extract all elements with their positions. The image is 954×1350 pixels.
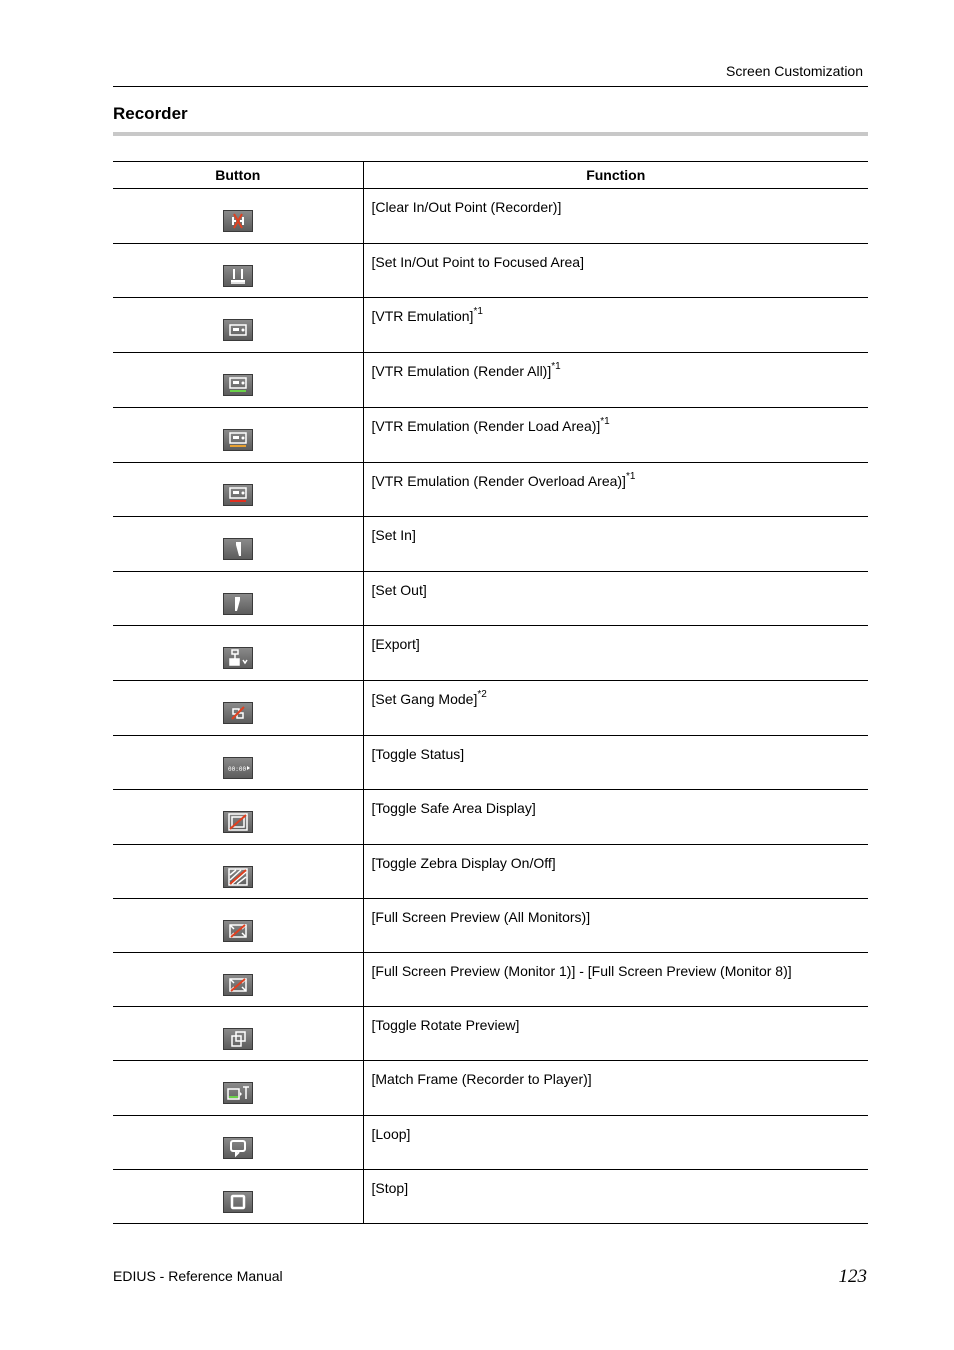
column-header-function: Function — [363, 162, 868, 189]
function-label: [VTR Emulation (Render Load Area)] — [371, 418, 601, 434]
table-row — [113, 736, 868, 790]
function-label: [Toggle Status] — [371, 746, 465, 762]
clear-in-out-icon — [223, 210, 253, 232]
footnote-ref: *1 — [473, 306, 483, 318]
table-row — [113, 408, 868, 463]
vtr-emulation-render-all-icon — [223, 374, 253, 396]
footnote-ref: *2 — [477, 689, 487, 701]
export-icon — [223, 647, 253, 669]
table-row — [113, 1170, 868, 1224]
full-screen-all-icon — [223, 920, 253, 942]
function-label: [Set In/Out Point to Focused Area] — [371, 254, 584, 270]
function-label: [Set Gang Mode] — [371, 691, 478, 707]
footer-manual-title: EDIUS - Reference Manual — [113, 1268, 283, 1284]
table-row — [113, 899, 868, 953]
function-label: [Clear In/Out Point (Recorder)] — [371, 199, 562, 215]
table-row — [113, 1061, 868, 1116]
svg-text:00:00: 00:00 — [227, 765, 246, 773]
function-label: [VTR Emulation] — [371, 308, 474, 324]
table-row — [113, 353, 868, 408]
function-label: [VTR Emulation (Render All)] — [371, 363, 552, 379]
footnote-ref: *1 — [600, 416, 610, 428]
toggle-status-icon — [223, 757, 253, 779]
table-row — [113, 790, 868, 845]
running-header: Screen Customization — [726, 63, 863, 79]
footnote-ref: *1 — [551, 361, 561, 373]
table-row — [113, 244, 868, 298]
footnote-ref: *1 — [625, 471, 636, 483]
function-label: [Loop] — [371, 1126, 411, 1142]
set-in-icon — [223, 538, 253, 560]
table-row — [113, 953, 868, 1007]
table-row — [113, 681, 868, 736]
zebra-icon — [223, 866, 253, 888]
table-row — [113, 1007, 868, 1061]
table-row — [113, 1116, 868, 1170]
loop-icon — [223, 1137, 253, 1159]
function-label: [Stop] — [371, 1180, 409, 1196]
function-label: [Export] — [371, 636, 420, 652]
set-gang-mode-icon — [223, 702, 253, 724]
section-title: Recorder — [113, 104, 188, 123]
table-row — [113, 626, 868, 681]
column-header-button: Button — [113, 162, 363, 189]
page-number: 123 — [838, 1266, 867, 1287]
function-label: [VTR Emulation (Render Overload Area)] — [371, 473, 626, 489]
header-rule — [113, 86, 868, 87]
table-row — [113, 189, 868, 244]
function-label: [Toggle Safe Area Display] — [371, 800, 536, 816]
vtr-emulation-icon — [223, 319, 253, 341]
vtr-emulation-render-load-icon — [223, 429, 253, 451]
table-row — [113, 517, 868, 572]
safe-area-icon — [223, 811, 253, 833]
full-screen-monitor-icon — [223, 974, 253, 996]
vtr-emulation-render-overload-icon — [223, 484, 253, 506]
table-row — [113, 845, 868, 899]
function-label: [Full Screen Preview (Monitor 1)] - [Full Screen Preview (Monitor 8)] — [371, 963, 792, 979]
match-frame-icon — [223, 1082, 253, 1104]
function-label: [Match Frame (Recorder to Player)] — [371, 1071, 592, 1087]
stop-icon — [223, 1191, 253, 1213]
set-in-out-focused-icon — [223, 265, 253, 287]
table-row — [113, 463, 868, 517]
function-label: [Full Screen Preview (All Monitors)] — [371, 909, 591, 925]
function-label: [Toggle Rotate Preview] — [371, 1017, 520, 1033]
table-row — [113, 298, 868, 353]
section-rule — [113, 132, 868, 136]
function-label: [Set Out] — [371, 582, 427, 598]
table-header-row — [113, 162, 868, 189]
function-label: [Toggle Zebra Display On/Off] — [371, 855, 556, 871]
table-row — [113, 572, 868, 626]
rotate-preview-icon — [223, 1028, 253, 1050]
function-label: [Set In] — [371, 527, 416, 543]
button-function-table — [113, 161, 868, 1224]
set-out-icon — [223, 593, 253, 615]
